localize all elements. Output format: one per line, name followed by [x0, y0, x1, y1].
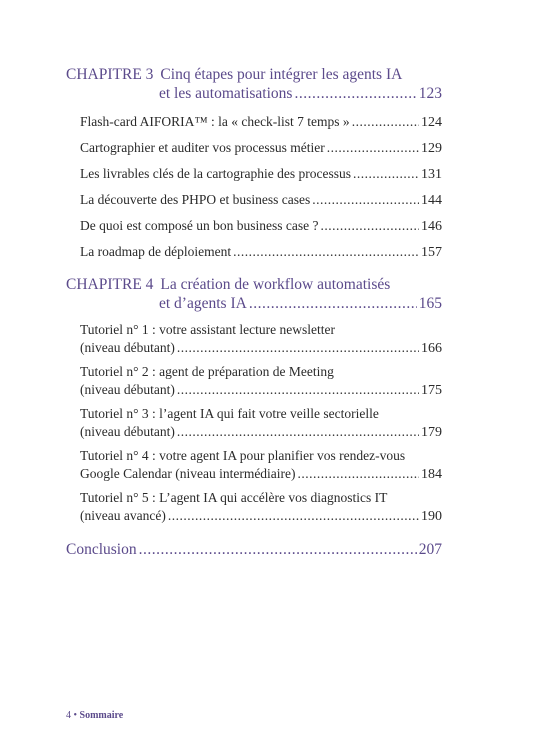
conclusion-heading[interactable] [66, 541, 442, 559]
dot-leader [327, 140, 419, 156]
entry-title: De quoi est composé un bon business case ? [80, 218, 319, 233]
page-number: 166 [421, 341, 442, 356]
entry-title: Cartographier et auditer vos processus métier [80, 140, 325, 155]
toc-entry-line2[interactable] [80, 508, 442, 525]
entry-title: Tutoriel n° 2 : agent de préparation de Meeting [80, 364, 334, 379]
entry-title-continued: Google Calendar (niveau intermédiaire) [80, 466, 296, 481]
page-number: 157 [421, 245, 442, 260]
toc-entry[interactable] [80, 166, 442, 183]
toc-entry-line1[interactable] [80, 364, 334, 380]
chapter-title: Cinq étapes pour intégrer les agents IA [160, 66, 403, 83]
page-number: 207 [418, 541, 442, 558]
entry-title-continued: (niveau débutant) [80, 340, 175, 355]
dot-leader [177, 340, 419, 356]
dot-leader [353, 166, 419, 182]
entry-title-continued: (niveau débutant) [80, 382, 175, 397]
entry-title: Tutoriel n° 3 : l’agent IA qui fait votre veille sectorielle [80, 406, 379, 421]
page-number: 146 [421, 219, 442, 234]
chapter-title-continued: et les automatisations [159, 85, 293, 102]
chapter-label: CHAPITRE 4 [66, 276, 154, 293]
dot-leader [177, 382, 419, 398]
entry-title-continued: (niveau débutant) [80, 424, 175, 439]
toc-entry[interactable] [80, 192, 442, 209]
toc-entry[interactable] [80, 218, 442, 235]
chapter-4-heading-line2 [159, 295, 442, 313]
entry-title: Tutoriel n° 5 : L’agent IA qui accélère vos diagnostics IT [80, 490, 388, 505]
entry-title: Tutoriel n° 4 : votre agent IA pour planifier vos rendez-vous [80, 448, 406, 463]
dot-leader [168, 508, 419, 524]
dot-leader [352, 114, 419, 130]
page-number: 190 [421, 509, 442, 524]
dot-leader [249, 295, 417, 313]
toc-entry-line1[interactable] [80, 406, 379, 422]
toc-entry[interactable] [80, 114, 442, 131]
chapter-title-continued: et d’agents IA [159, 295, 247, 312]
page-footer [66, 710, 123, 721]
toc-entry[interactable] [80, 244, 442, 261]
page-number: 184 [421, 467, 442, 482]
entry-title-continued: (niveau avancé) [80, 508, 166, 523]
dot-leader [233, 244, 419, 260]
toc-entry-line1[interactable] [80, 490, 387, 506]
page-number: 179 [421, 425, 442, 440]
entry-title: Les livrables clés de la cartographie des processus [80, 166, 352, 181]
toc-entry-line2[interactable] [80, 424, 442, 441]
page-number: 124 [421, 115, 442, 130]
page-number: 165 [418, 295, 442, 312]
footer-bullet: • [73, 710, 78, 721]
chapter-3-heading-line2 [159, 85, 442, 103]
entry-title: Flash-card AIFORIA™ : la « check-list 7 temps » [80, 114, 350, 129]
toc-entry[interactable] [80, 140, 442, 157]
chapter-4-heading [66, 276, 390, 294]
dot-leader [298, 466, 419, 482]
toc-entry-line2[interactable] [80, 382, 442, 399]
dot-leader [177, 424, 419, 440]
page-number: 144 [421, 193, 442, 208]
entry-title: Tutoriel n° 1 : votre assistant lecture newsletter [80, 322, 335, 337]
entry-title: La découverte des PHPO et business cases [80, 192, 311, 207]
dot-leader [139, 541, 417, 559]
footer-section-name: Sommaire [79, 710, 124, 721]
dot-leader [320, 218, 419, 234]
chapter-label: CHAPITRE 3 [66, 66, 154, 83]
page-number: 129 [421, 141, 442, 156]
chapter-3-heading [66, 66, 402, 84]
toc-entry-line1[interactable] [80, 448, 405, 464]
chapter-title: La création de workflow automatisés [160, 276, 391, 293]
toc-entry-line2[interactable] [80, 466, 442, 483]
dot-leader [294, 85, 416, 103]
dot-leader [312, 192, 419, 208]
footer-page-number: 4 [66, 710, 71, 721]
entry-title: La roadmap de déploiement [80, 244, 232, 259]
toc-entry-line2[interactable] [80, 340, 442, 357]
conclusion-title: Conclusion [66, 541, 137, 558]
page-number: 175 [421, 383, 442, 398]
toc-entry-line1[interactable] [80, 322, 335, 338]
page-number: 131 [421, 167, 442, 182]
page-number: 123 [418, 85, 442, 102]
